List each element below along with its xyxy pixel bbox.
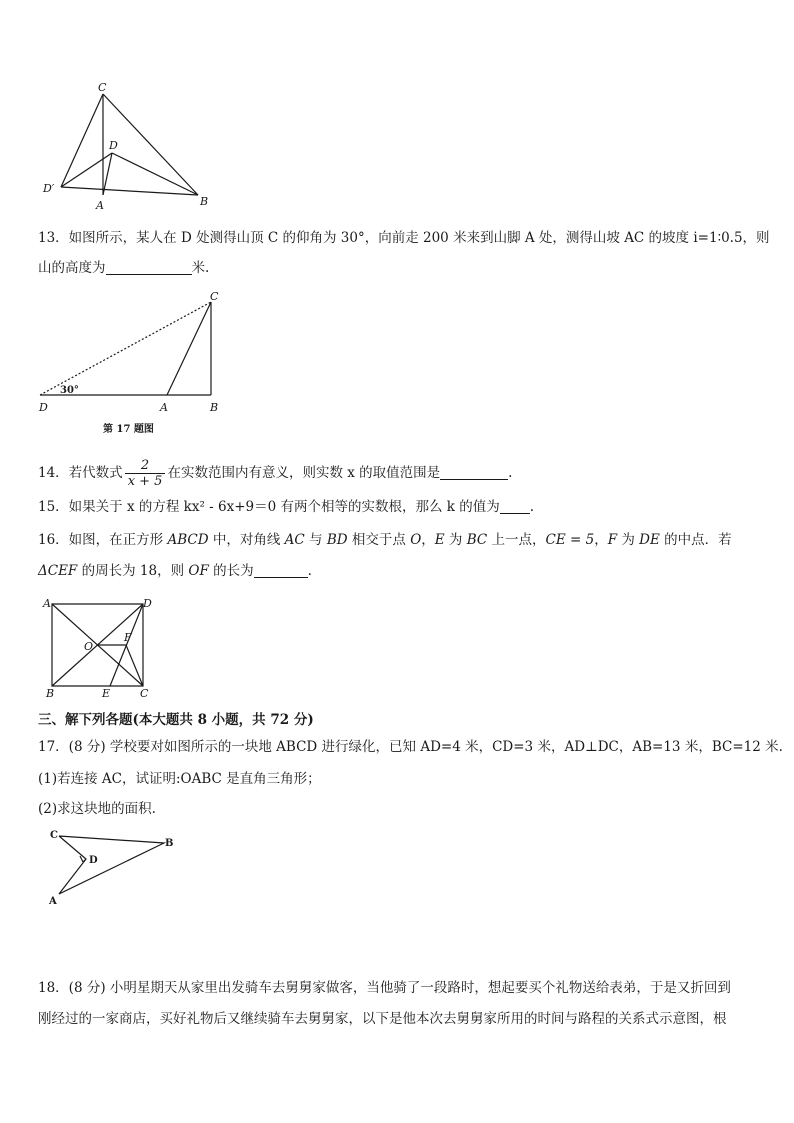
q13-text: 13．如图所示，某人在 D 处测得山顶 C 的仰角为 30°，向前走 200 米来到山脚 A 处，测得山坡 AC 的坡度 i=1∶0.5，则 — [38, 230, 770, 246]
q17-part1: (1)若连接 AC，试证明:OABC 是直角三角形； — [38, 771, 321, 787]
q14-fraction — [125, 458, 166, 489]
q16-line1 — [38, 531, 732, 549]
section-3-heading — [38, 711, 314, 729]
q16-de: DE — [639, 532, 660, 548]
q17-line1 — [38, 738, 783, 756]
fig-top-label-b: B — [200, 195, 209, 208]
figure-q16-square — [40, 594, 170, 704]
fig13-angle-label: 30° — [60, 385, 79, 396]
q16-abcd: ABCD — [167, 532, 209, 548]
fig17-label-b: B — [165, 838, 174, 849]
q16-ce: CE = 5 — [545, 532, 595, 548]
q18-line1 — [38, 979, 731, 997]
q13-line2 — [38, 259, 209, 277]
fig16-label-o: O — [84, 640, 94, 653]
q16-t12: 的长为 — [208, 563, 254, 579]
q13-answer-blank[interactable] — [106, 260, 192, 275]
fig13-label-b: B — [210, 401, 219, 414]
q13-prefix: 山的高度为 — [38, 260, 106, 276]
q16-end: . — [307, 563, 312, 579]
q14-line — [38, 458, 512, 489]
fig17-label-c: C — [50, 830, 58, 841]
q16-t3: 与 — [304, 532, 327, 548]
q14-frac-den: x + 5 — [125, 473, 166, 489]
figure-top-triangle — [40, 81, 220, 214]
q17-line2 — [38, 770, 321, 788]
q16-cef: ΔCEF — [38, 563, 78, 579]
q16-f: F — [607, 532, 618, 548]
q14-end: . — [508, 465, 513, 481]
q16-t1: 16．如图，在正方形 — [38, 532, 168, 548]
q17-line3 — [38, 800, 156, 818]
fig16-label-c: C — [140, 687, 149, 700]
fig17-label-a: A — [49, 896, 57, 907]
q16-t10: 的中点．若 — [659, 532, 732, 548]
section-3-title: 三、解下列各题(本大题共 8 小题，共 72 分) — [38, 712, 314, 728]
q15-answer-blank[interactable] — [500, 499, 530, 514]
q16-t6: 为 — [444, 532, 467, 548]
q16-bd: BD — [326, 532, 348, 548]
fig-top-label-dprime: D′ — [43, 182, 55, 195]
fig13-label-c: C — [210, 290, 219, 303]
q16-t4: 相交于点 — [347, 532, 411, 548]
q16-t9: 为 — [617, 532, 640, 548]
q15-end: . — [529, 499, 535, 515]
q14-prefix: 14．若代数式 — [38, 465, 123, 481]
fig16-label-e: E — [102, 687, 111, 700]
fig-top-label-c: C — [98, 81, 107, 94]
q17-text: 17．(8 分) 学校要对如图所示的一块地 ABCD 进行绿化，已知 AD=4 米，CD=3 米，AD⊥DC，AB=13 米，BC=12 米. — [38, 739, 783, 755]
q17-part2: (2)求这块地的面积. — [38, 801, 156, 817]
q15-text: 15．如果关于 x 的方程 kx² - 6x+9＝0 有两个相等的实数根，那么 k 的值为 — [38, 499, 500, 515]
fig16-label-d: D — [143, 597, 152, 610]
fig-top-label-d: D — [109, 139, 118, 152]
q16-t11: 的周长为 18，则 — [77, 563, 189, 579]
q14-text: 在实数范围内有意义，则实数 x 的取值范围是 — [167, 465, 441, 481]
q16-bc: BC — [466, 532, 488, 548]
q16-t2: 中，对角线 — [208, 532, 285, 548]
fig16-label-a: A — [43, 597, 51, 610]
q15-line — [38, 498, 534, 516]
q16-of: OF — [188, 563, 209, 579]
fig13-label-a: A — [160, 401, 168, 414]
q16-t8: ， — [594, 532, 608, 548]
fig16-label-f: F — [124, 631, 132, 644]
fig17-label-d: D — [89, 855, 98, 866]
q18-text-2: 刚经过的一家商店，买好礼物后又继续骑车去舅舅家，以下是他本次去舅舅家所用的时间与路程的关系式示意图，根 — [38, 1011, 727, 1027]
q16-ac: AC — [284, 532, 305, 548]
q14-answer-blank[interactable] — [440, 465, 508, 480]
q14-frac-num: 2 — [140, 458, 150, 473]
q16-answer-blank[interactable] — [254, 563, 308, 578]
figure-q17-quadrilateral — [44, 826, 184, 916]
figure-q13-mountain — [34, 290, 234, 440]
q16-line2 — [38, 562, 312, 580]
fig-top-label-a: A — [96, 199, 104, 212]
q13-line1 — [38, 229, 770, 247]
q16-t7: 上一点， — [487, 532, 546, 548]
fig13-caption: 第 17 题图 — [103, 424, 154, 435]
q16-t5: ， — [421, 532, 435, 548]
q16-e: E — [434, 532, 445, 548]
q13-suffix: 米. — [191, 260, 210, 276]
q18-line2 — [38, 1010, 727, 1028]
fig16-label-b: B — [46, 687, 55, 700]
q16-o: O — [410, 532, 422, 548]
fig13-label-d: D — [39, 401, 48, 414]
q18-text-1: 18．(8 分) 小明星期天从家里出发骑车去舅舅家做客，当他骑了一段路时，想起要买个礼物送给表弟，于是又折回到 — [38, 980, 731, 996]
